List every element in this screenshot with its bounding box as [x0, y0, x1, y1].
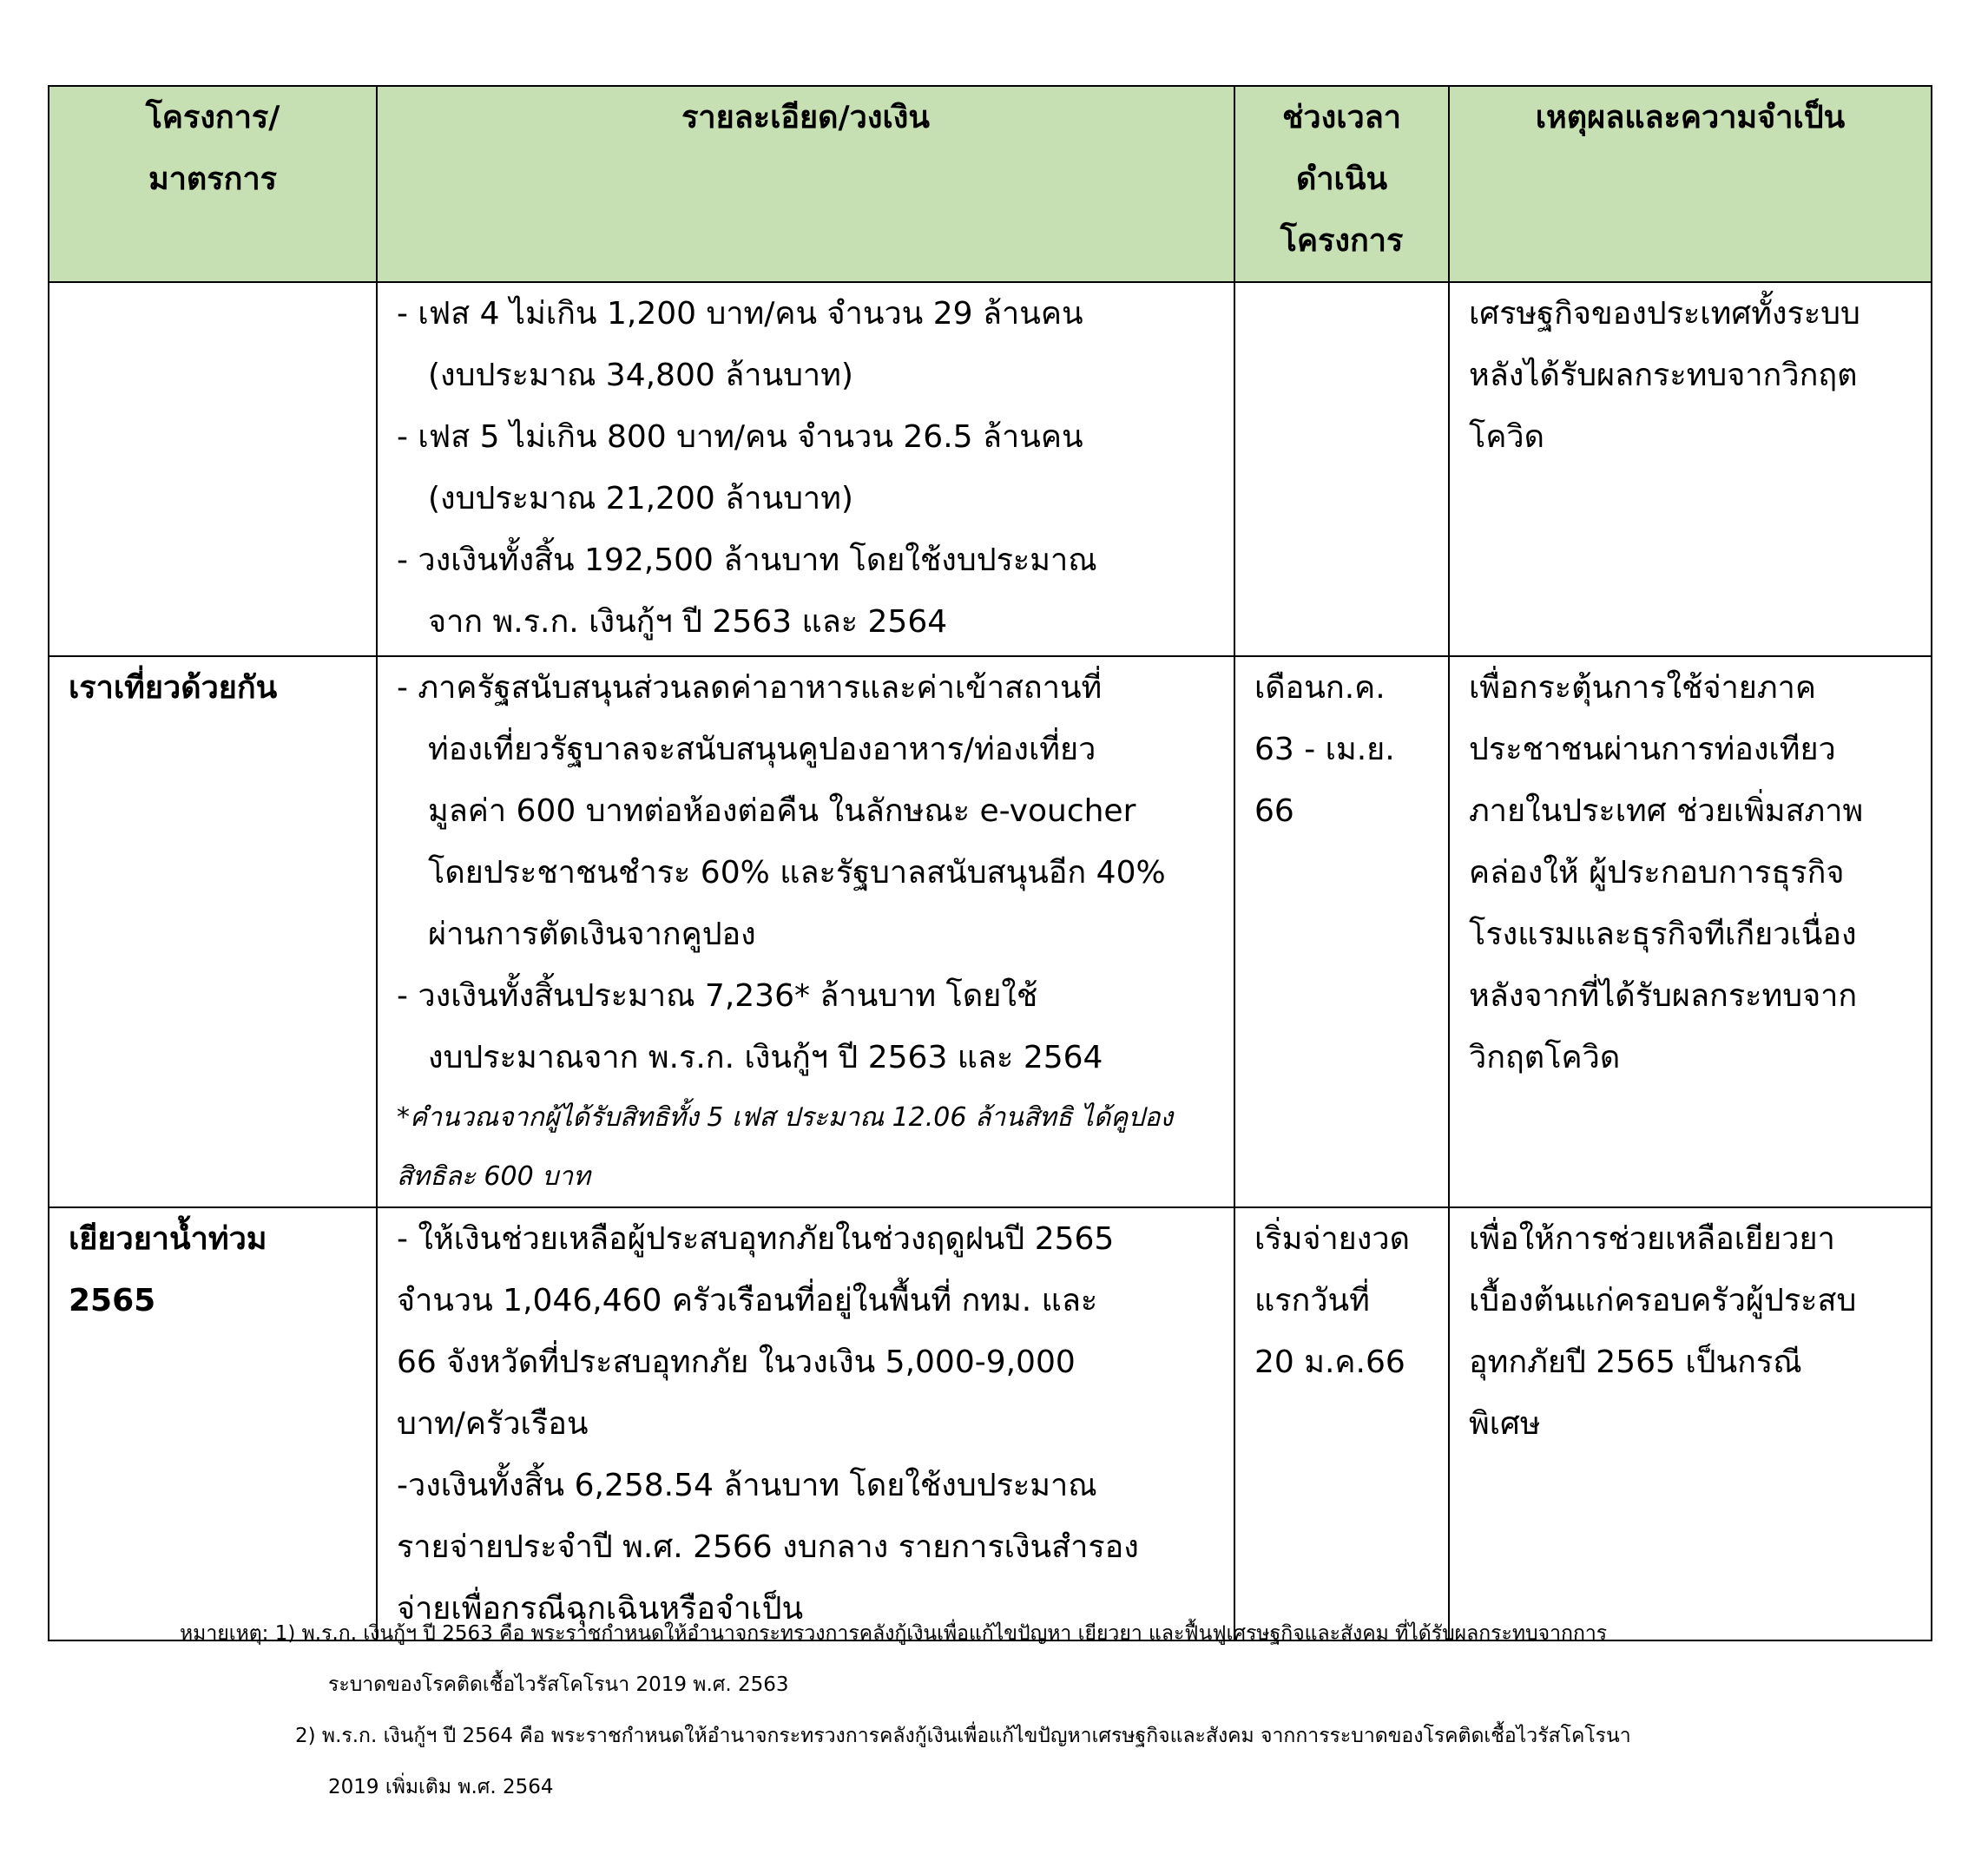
detail-line: ท่องเที่ยวรัฐบาลจะสนับสนุนคูปองอาหาร/ท่องเที่ยว: [428, 732, 1096, 767]
detail-line: - วงเงินทั้งสิ้นประมาณ 7,236* ล้านบาท โดยใช้: [397, 978, 1038, 1014]
reason-line: ภายในประเทศ ช่วยเพิ่มสภาพ: [1469, 793, 1864, 829]
reason-line: เศรษฐกิจของประเทศทั้งระบบ: [1469, 296, 1860, 332]
detail-line: บาท/ครัวเรือน: [397, 1406, 589, 1442]
footnote-1-line-2: ระบาดของโรคติดเชื้อไวรัสโคโรนา 2019 พ.ศ. 2563: [328, 1673, 789, 1696]
period-line: 20 ม.ค.66: [1254, 1344, 1405, 1380]
reason-line: เพื่อให้การช่วยเหลือเยียวยา: [1469, 1221, 1835, 1257]
reason-line: หลังจากที่ได้รับผลกระทบจาก: [1469, 978, 1858, 1014]
header-reason: [1449, 86, 1932, 282]
project-cell: [49, 656, 377, 1207]
detail-line: - เฟส 5 ไม่เกิน 800 บาท/คน จำนวน 26.5 ล้านคน: [397, 419, 1083, 455]
details-cell: [377, 656, 1234, 1207]
detail-line: งบประมาณจาก พ.ร.ก. เงินกู้ฯ ปี 2563 และ 2564: [428, 1040, 1103, 1075]
reason-line: เบื้องต้นแก่ครอบครัวผู้ประสบ: [1469, 1283, 1857, 1318]
reason-line: ประชาชนผ่านการท่องเทียว: [1469, 732, 1836, 767]
header-line: โครงการ: [1280, 223, 1404, 259]
detail-line: (งบประมาณ 34,800 ล้านบาท): [428, 358, 853, 393]
header-details: [377, 86, 1234, 282]
reason-line: วิกฤตโควิด: [1469, 1040, 1621, 1075]
detail-line: -วงเงินทั้งสิ้น 6,258.54 ล้านบาท โดยใช้งบประมาณ: [397, 1468, 1097, 1503]
period-line: 66: [1254, 793, 1294, 829]
reason-line: คล่องให้ ผู้ประกอบการธุรกิจ: [1469, 855, 1845, 891]
detail-line: - เฟส 4 ไม่เกิน 1,200 บาท/คน จำนวน 29 ล้านคน: [397, 296, 1083, 332]
reason-cell: [1449, 656, 1932, 1207]
header-line: รายละเอียด/วงเงิน: [681, 100, 930, 135]
project-cell: [49, 1207, 377, 1640]
header-line: เหตุผลและความจำเป็น: [1535, 100, 1846, 135]
reason-line: หลังได้รับผลกระทบจากวิกฤต: [1469, 358, 1858, 393]
project-cell: [49, 282, 377, 656]
detail-line: จาก พ.ร.ก. เงินกู้ฯ ปี 2563 และ 2564: [428, 604, 948, 640]
reason-line: เพื่อกระตุ้นการใช้จ่ายภาค: [1469, 670, 1816, 706]
period-line: แรกวันที่: [1254, 1283, 1370, 1318]
header-project: [49, 86, 377, 282]
detail-line: โดยประชาชนชำระ 60% และรัฐบาลสนับสนุนอีก 40%: [428, 855, 1166, 891]
header-line: มาตรการ: [148, 161, 277, 197]
reason-line: โควิด: [1469, 419, 1545, 455]
table-row: [49, 1207, 1932, 1640]
footnote-2-line-1: 2) พ.ร.ก. เงินกู้ฯ ปี 2564 คือ พระราชกำหนดให้อำนาจกระทรวงการคลังกู้เงินเพื่อแก้ไขปัญหาเศรษฐกิจและสังคม จากการระบาดของโรคติดเชื้อไวรัสโคโรนา: [295, 1725, 1631, 1747]
period-cell: [1234, 282, 1449, 656]
period-line: เริ่มจ่ายงวด: [1254, 1221, 1410, 1257]
detail-line: จ่ายเพื่อกรณีฉุกเฉินหรือจำเป็น: [397, 1591, 804, 1627]
details-cell: [377, 282, 1234, 656]
project-name: เราเที่ยวด้วยกัน: [69, 670, 278, 706]
footnote-2-line-2: 2019 เพิ่มเติม พ.ศ. 2564: [328, 1776, 554, 1798]
detail-line: - ภาครัฐสนับสนุนส่วนลดค่าอาหารและค่าเข้าสถานที่: [397, 670, 1103, 706]
detail-line: 66 จังหวัดที่ประสบอุทกภัย ในวงเงิน 5,000-9,000: [397, 1344, 1076, 1380]
footnote-1-line-1: หมายเหตุ: 1) พ.ร.ก. เงินกู้ฯ ปี 2563 คือ พระราชกำหนดให้อำนาจกระทรวงการคลังกู้เงินเพื่อแก้ไขปัญหา เยียวยา และฟื้นฟูเศรษฐกิจและสังคม ที่ได้รับผลกระทบจากการ: [180, 1622, 1608, 1645]
period-line: เดือนก.ค.: [1254, 670, 1386, 706]
detail-line: จำนวน 1,046,460 ครัวเรือนที่อยู่ในพื้นที่ กทม. และ: [397, 1283, 1098, 1318]
detail-line: - ให้เงินช่วยเหลือผู้ประสบอุทกภัยในช่วงฤดูฝนปี 2565: [397, 1221, 1115, 1257]
detail-line: มูลค่า 600 บาทต่อห้องต่อคืน ในลักษณะ e-voucher: [428, 793, 1136, 829]
table-row: [49, 656, 1932, 1207]
period-line: 63 - เม.ย.: [1254, 732, 1395, 767]
header-line: ดำเนิน: [1295, 161, 1388, 197]
measures-table: [48, 85, 1932, 1641]
project-name: 2565: [69, 1283, 156, 1318]
reason-line: อุทกภัยปี 2565 เป็นกรณี: [1469, 1344, 1802, 1380]
detail-line: (งบประมาณ 21,200 ล้านบาท): [428, 481, 853, 516]
detail-note: *คำนวณจากผู้ได้รับสิทธิทั้ง 5 เฟส ประมาณ 12.06 ล้านสิทธิ ได้คูปอง: [397, 1102, 1174, 1133]
detail-line: ผ่านการตัดเงินจากคูปอง: [428, 917, 756, 952]
header-line: ช่วงเวลา: [1281, 100, 1402, 135]
table-header-row: [49, 86, 1932, 282]
period-cell: [1234, 1207, 1449, 1640]
table-row: [49, 282, 1932, 656]
reason-cell: [1449, 1207, 1932, 1640]
header-line: โครงการ/: [145, 100, 280, 135]
period-cell: [1234, 656, 1449, 1207]
header-period: [1234, 86, 1449, 282]
detail-line: - วงเงินทั้งสิ้น 192,500 ล้านบาท โดยใช้งบประมาณ: [397, 542, 1097, 578]
reason-line: โรงแรมและธุรกิจทีเกียวเนื่อง: [1469, 917, 1857, 952]
details-cell: [377, 1207, 1234, 1640]
reason-line: พิเศษ: [1469, 1406, 1541, 1442]
detail-line: รายจ่ายประจำปี พ.ศ. 2566 งบกลาง รายการเงินสำรอง: [397, 1529, 1139, 1565]
detail-note: สิทธิละ 600 บาท: [397, 1161, 590, 1192]
project-name: เยียวยาน้ำท่วม: [69, 1221, 267, 1257]
reason-cell: [1449, 282, 1932, 656]
